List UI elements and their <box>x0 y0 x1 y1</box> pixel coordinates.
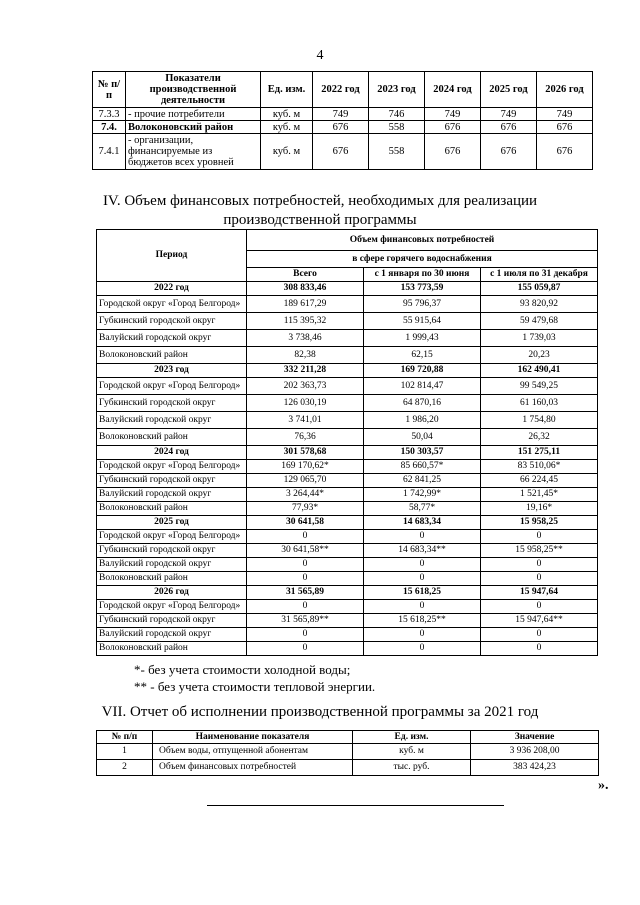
table-row <box>97 412 598 429</box>
header-cell: 2023 год <box>369 72 425 108</box>
value-2025: 749 <box>481 108 537 121</box>
row-number: 7.3.3 <box>93 108 126 121</box>
row-period: Волоконовский район <box>97 642 247 656</box>
value-second-half: 1 739,03 <box>481 330 598 347</box>
row-period: Волоконовский район <box>97 502 247 516</box>
footnote-heat-energy: ** - без учета стоимости тепловой энергии. <box>134 679 376 694</box>
row-unit: тыс. руб. <box>353 760 471 776</box>
table-row <box>97 474 598 488</box>
value-total: 0 <box>247 600 364 614</box>
row-period: Валуйский городской округ <box>97 412 247 429</box>
table-row <box>97 460 598 474</box>
header-period: Период <box>97 230 247 282</box>
header-cell: № п/п <box>93 72 126 108</box>
value-total: 3 741,01 <box>247 412 364 429</box>
header-cell: Ед. изм. <box>261 72 313 108</box>
row-number: 2 <box>97 760 153 776</box>
header-cell: 2026 год <box>537 72 593 108</box>
section-iv-heading <box>0 192 640 230</box>
table-row <box>97 628 598 642</box>
closing-quote: ». <box>598 778 609 793</box>
table-row <box>97 347 598 364</box>
value-2023: 558 <box>369 134 425 170</box>
value-first-half: 15 618,25** <box>364 614 481 628</box>
row-period: Губкинский городской округ <box>97 614 247 628</box>
row-unit: куб. м <box>261 134 313 170</box>
header-cell: № п/п <box>97 731 153 744</box>
value-second-half: 0 <box>481 572 598 586</box>
table-row <box>97 572 598 586</box>
row-period: Валуйский городской округ <box>97 330 247 347</box>
header-cell: 2022 год <box>313 72 369 108</box>
table-row <box>93 134 593 170</box>
value-first-half: 50,04 <box>364 429 481 446</box>
row-period: 2022 год <box>97 282 247 296</box>
value-second-half: 1 521,45* <box>481 488 598 502</box>
row-period: Губкинский городской округ <box>97 474 247 488</box>
section-iv-title-line1: IV. Объем финансовых потребностей, необходимых для реализации <box>102 193 538 209</box>
table-row <box>97 516 598 530</box>
value-total: 0 <box>247 530 364 544</box>
value-first-half: 1 986,20 <box>364 412 481 429</box>
header-total: Всего <box>247 268 364 282</box>
row-name: Объем воды, отпущенной абонентам <box>153 744 353 760</box>
row-unit: куб. м <box>261 121 313 134</box>
value-second-half: 83 510,06* <box>481 460 598 474</box>
table-row <box>97 642 598 656</box>
value-2022: 676 <box>313 134 369 170</box>
value-first-half: 1 742,99* <box>364 488 481 502</box>
value-first-half: 95 796,37 <box>364 296 481 313</box>
value-first-half: 64 870,16 <box>364 395 481 412</box>
value-second-half: 15 958,25** <box>481 544 598 558</box>
footnote-cold-water: *- без учета стоимости холодной воды; <box>134 662 351 677</box>
value-second-half: 15 947,64** <box>481 614 598 628</box>
value-total: 3 264,44* <box>247 488 364 502</box>
financial-needs-table <box>96 229 598 656</box>
row-period: Валуйский городской округ <box>97 488 247 502</box>
value-first-half: 15 618,25 <box>364 586 481 600</box>
header-sphere: в сфере горячего водоснабжения <box>247 251 598 268</box>
table-row <box>97 544 598 558</box>
table-row <box>97 378 598 395</box>
value-total: 30 641,58** <box>247 544 364 558</box>
row-name: Волоконовский район <box>126 121 261 134</box>
row-period: Губкинский городской округ <box>97 544 247 558</box>
value-total: 169 170,62* <box>247 460 364 474</box>
table-row <box>97 600 598 614</box>
value-total: 31 565,89 <box>247 586 364 600</box>
value-2025: 676 <box>481 121 537 134</box>
table-header-row <box>93 72 593 108</box>
value-second-half: 61 160,03 <box>481 395 598 412</box>
value-total: 129 065,70 <box>247 474 364 488</box>
value-second-half: 0 <box>481 628 598 642</box>
header-cell: Наименование показателя <box>153 731 353 744</box>
header-second-half: с 1 июля по 31 декабря <box>481 268 598 282</box>
value-total: 30 641,58 <box>247 516 364 530</box>
value-second-half: 99 549,25 <box>481 378 598 395</box>
value-2023: 746 <box>369 108 425 121</box>
value-first-half: 0 <box>364 572 481 586</box>
value-second-half: 26,32 <box>481 429 598 446</box>
section-vii-heading: VII. Отчет об исполнении производственной программы за 2021 год <box>101 704 539 720</box>
value-total: 332 211,28 <box>247 364 364 378</box>
value-2026: 749 <box>537 108 593 121</box>
header-cell: 2024 год <box>425 72 481 108</box>
value-2022: 749 <box>313 108 369 121</box>
table-row <box>97 488 598 502</box>
value-second-half: 93 820,92 <box>481 296 598 313</box>
table-row <box>97 429 598 446</box>
value-total: 0 <box>247 558 364 572</box>
program-report-table <box>96 730 599 776</box>
value-first-half: 1 999,43 <box>364 330 481 347</box>
header-first-half: с 1 января по 30 июня <box>364 268 481 282</box>
header-cell: Ед. изм. <box>353 731 471 744</box>
value-second-half: 19,16* <box>481 502 598 516</box>
page-number: 4 <box>316 48 324 63</box>
value-first-half: 0 <box>364 600 481 614</box>
table-row <box>97 313 598 330</box>
value-second-half: 0 <box>481 600 598 614</box>
value-second-half: 0 <box>481 558 598 572</box>
value-first-half: 55 915,64 <box>364 313 481 330</box>
value-first-half: 0 <box>364 558 481 572</box>
section-iv-title-line2: производственной программы <box>223 212 417 228</box>
row-unit: куб. м <box>261 108 313 121</box>
value-second-half: 151 275,11 <box>481 446 598 460</box>
table-row <box>97 282 598 296</box>
table-row <box>97 558 598 572</box>
value-first-half: 0 <box>364 642 481 656</box>
value-second-half: 1 754,80 <box>481 412 598 429</box>
value-second-half: 155 059,87 <box>481 282 598 296</box>
header-volume: Объем финансовых потребностей <box>247 230 598 251</box>
value-2022: 676 <box>313 121 369 134</box>
value-total: 301 578,68 <box>247 446 364 460</box>
closing-divider <box>207 805 504 806</box>
row-period: 2023 год <box>97 364 247 378</box>
financial-needs-body <box>97 282 598 656</box>
value-first-half: 0 <box>364 628 481 642</box>
row-period: Губкинский городской округ <box>97 395 247 412</box>
table-row <box>97 395 598 412</box>
value-first-half: 85 660,57* <box>364 460 481 474</box>
row-value: 3 936 208,00 <box>471 744 599 760</box>
header-cell: Значение <box>471 731 599 744</box>
table-row <box>97 530 598 544</box>
value-total: 76,36 <box>247 429 364 446</box>
table-row <box>97 586 598 600</box>
row-unit: куб. м <box>353 744 471 760</box>
row-period: 2026 год <box>97 586 247 600</box>
table-row <box>97 502 598 516</box>
value-first-half: 169 720,88 <box>364 364 481 378</box>
row-period: Волоконовский район <box>97 347 247 364</box>
production-indicators-table <box>92 71 593 170</box>
value-2023: 558 <box>369 121 425 134</box>
value-first-half: 102 814,47 <box>364 378 481 395</box>
value-second-half: 0 <box>481 642 598 656</box>
row-period: Городской округ «Город Белгород» <box>97 530 247 544</box>
table-row <box>97 364 598 378</box>
value-total: 3 738,46 <box>247 330 364 347</box>
header-cell: 2025 год <box>481 72 537 108</box>
row-name: Объем финансовых потребностей <box>153 760 353 776</box>
value-total: 126 030,19 <box>247 395 364 412</box>
table-row <box>97 744 599 760</box>
value-total: 77,93* <box>247 502 364 516</box>
value-second-half: 20,23 <box>481 347 598 364</box>
row-period: Волоконовский район <box>97 572 247 586</box>
value-second-half: 162 490,41 <box>481 364 598 378</box>
value-total: 0 <box>247 642 364 656</box>
row-period: Валуйский городской округ <box>97 558 247 572</box>
row-period: Валуйский городской округ <box>97 628 247 642</box>
row-number: 1 <box>97 744 153 760</box>
value-first-half: 150 303,57 <box>364 446 481 460</box>
value-total: 189 617,29 <box>247 296 364 313</box>
table-row <box>97 330 598 347</box>
value-total: 31 565,89** <box>247 614 364 628</box>
table-header-row <box>97 230 598 251</box>
row-number: 7.4.1 <box>93 134 126 170</box>
value-total: 308 833,46 <box>247 282 364 296</box>
row-period: Городской округ «Город Белгород» <box>97 460 247 474</box>
value-2026: 676 <box>537 121 593 134</box>
value-second-half: 15 958,25 <box>481 516 598 530</box>
value-second-half: 15 947,64 <box>481 586 598 600</box>
table-row <box>97 614 598 628</box>
value-first-half: 58,77* <box>364 502 481 516</box>
row-name: - организации, финансируемые из бюджетов всех уровней <box>126 134 261 170</box>
row-period: Городской округ «Город Белгород» <box>97 378 247 395</box>
value-first-half: 14 683,34** <box>364 544 481 558</box>
table-row <box>93 121 593 134</box>
row-period: 2025 год <box>97 516 247 530</box>
table-row <box>97 446 598 460</box>
value-first-half: 14 683,34 <box>364 516 481 530</box>
row-period: 2024 год <box>97 446 247 460</box>
row-period: Волоконовский район <box>97 429 247 446</box>
row-period: Городской округ «Город Белгород» <box>97 600 247 614</box>
table-row <box>97 296 598 313</box>
value-total: 115 395,32 <box>247 313 364 330</box>
row-name: - прочие потребители <box>126 108 261 121</box>
value-first-half: 62 841,25 <box>364 474 481 488</box>
value-first-half: 153 773,59 <box>364 282 481 296</box>
value-second-half: 0 <box>481 530 598 544</box>
value-2025: 676 <box>481 134 537 170</box>
value-total: 0 <box>247 628 364 642</box>
row-period: Губкинский городской округ <box>97 313 247 330</box>
value-second-half: 66 224,45 <box>481 474 598 488</box>
value-first-half: 62,15 <box>364 347 481 364</box>
value-2024: 749 <box>425 108 481 121</box>
value-total: 202 363,73 <box>247 378 364 395</box>
value-second-half: 59 479,68 <box>481 313 598 330</box>
value-total: 0 <box>247 572 364 586</box>
value-2024: 676 <box>425 121 481 134</box>
value-2026: 676 <box>537 134 593 170</box>
row-number: 7.4. <box>93 121 126 134</box>
table-header-row <box>97 731 599 744</box>
value-total: 82,38 <box>247 347 364 364</box>
row-value: 383 424,23 <box>471 760 599 776</box>
table-row <box>93 108 593 121</box>
header-cell: Показатели производственной деятельности <box>126 72 261 108</box>
row-period: Городской округ «Город Белгород» <box>97 296 247 313</box>
value-2024: 676 <box>425 134 481 170</box>
table-row <box>97 760 599 776</box>
value-first-half: 0 <box>364 530 481 544</box>
